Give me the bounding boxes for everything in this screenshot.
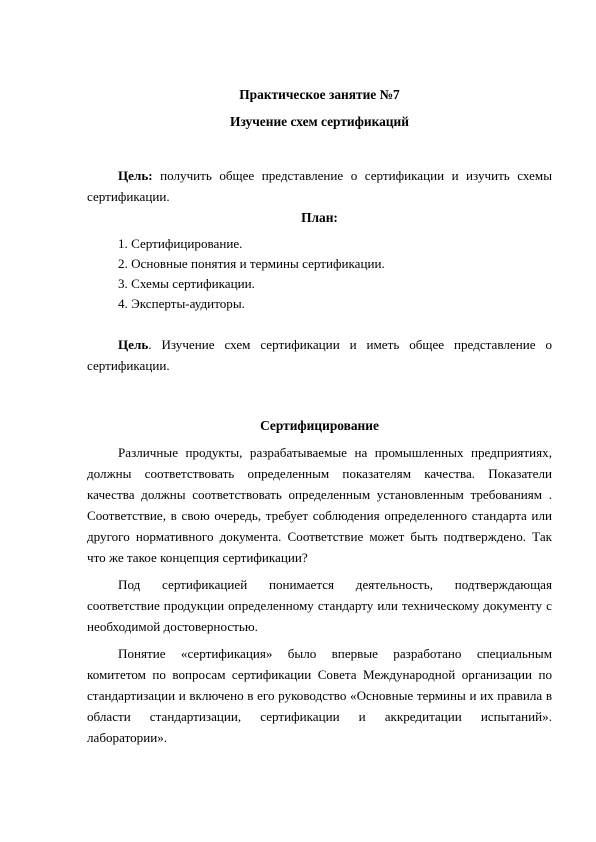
goal-text-1: получить общее представление о сертификации и изучить схемы сертификации. <box>87 168 552 204</box>
goal-text-2: . Изучение схем сертификации и иметь общее представление о сертификации. <box>87 337 552 373</box>
lesson-subheading: Изучение схем сертификаций <box>230 114 409 129</box>
plan-item: 1. Сертифицирование. <box>118 236 243 251</box>
plan-item: 4. Эксперты-аудиторы. <box>118 296 245 311</box>
section-title: Сертифицирование <box>260 418 379 433</box>
document-content <box>87 84 552 748</box>
plan-item: 2. Основные понятия и термины сертификации. <box>118 256 385 271</box>
goal-paragraph-1 <box>87 165 552 207</box>
goal-paragraph-2 <box>87 334 552 376</box>
practical-lesson-heading: Практическое занятие №7 <box>239 87 400 102</box>
body-paragraph: Различные продукты, разрабатываемые на промышленных предприятиях, должны соответствовать определенным показателям качества. Показатели качества должны соответствовать определенным установленным требованиям . Соответствие, в свою очередь, требует соблюдения определенного стандарта или другого нормативного документа. Соответствие может быть подтверждено. Так что же такое концепция сертификации? <box>87 445 552 565</box>
plan-item: 3. Схемы сертификации. <box>118 276 255 291</box>
body-paragraph: Под сертификацией понимается деятельность, подтверждающая соответствие продукции определенному стандарту или техническому документу с необходимой достоверностью. <box>87 577 552 634</box>
plan-title: План: <box>301 210 338 225</box>
goal-label-2: Цель <box>118 337 149 352</box>
body-paragraph: Понятие «сертификация» было впервые разработано специальным комитетом по вопросам сертификации Совета Международной организации по стандартизации и включено в его руководство «Основные термины и их правила в области стандартизации, сертификации и аккредитации испытаний». лаборатории». <box>87 646 552 745</box>
goal-label-1: Цель: <box>118 168 153 183</box>
plan-list <box>87 234 552 314</box>
